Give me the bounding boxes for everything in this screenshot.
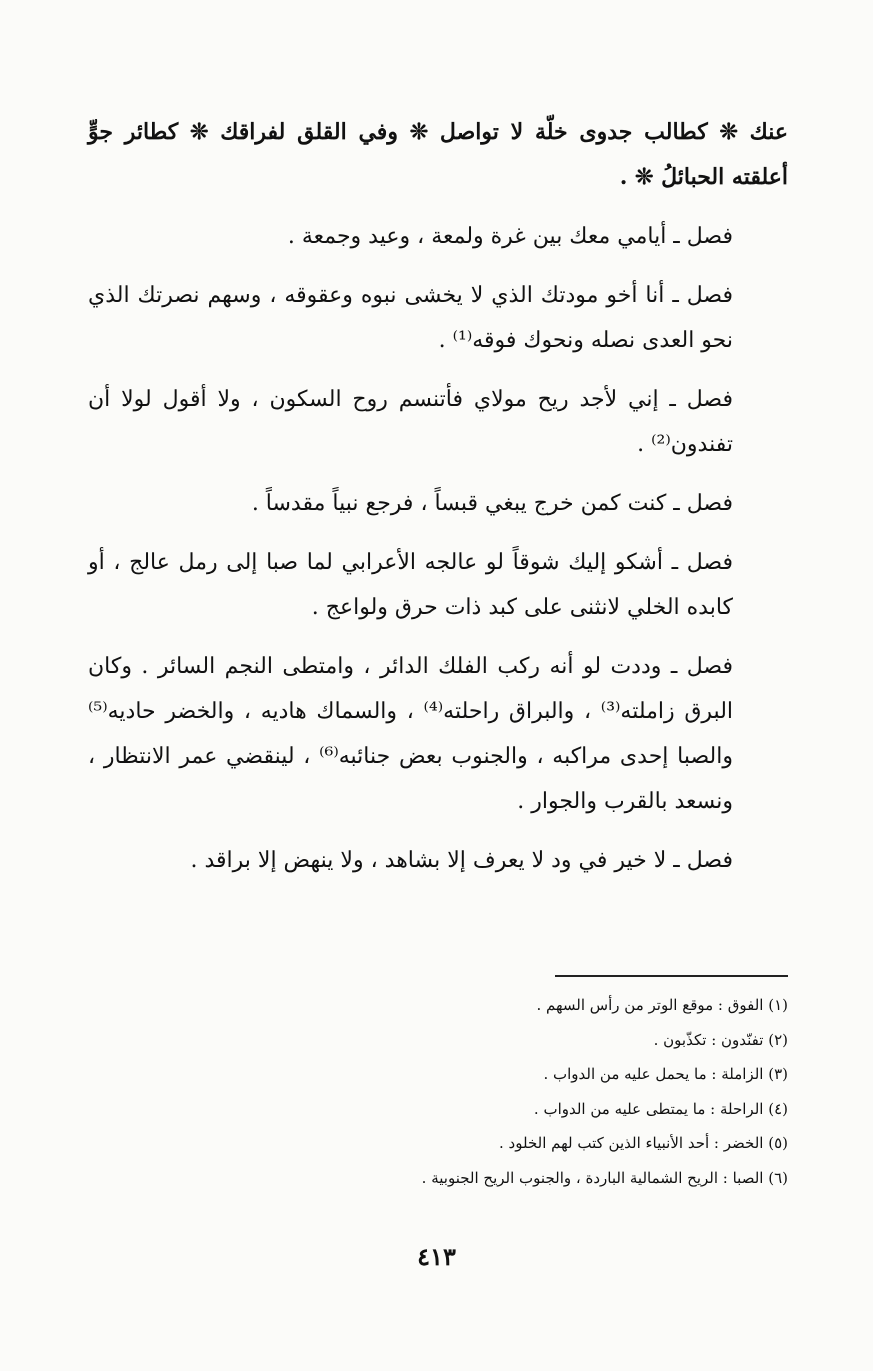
footnote-5: (٥) الخضر : أحد الأنبياء الذين كتب لهم الخلود . [499,1134,788,1152]
paragraph-fasl-6: فصل ـ وددت لو أنه ركب الفلك الدائر ، وامتطى النجم السائر . وكان البرق زاملته⁽³⁾ ، والبراق راحلته⁽⁴⁾ ، والسماك هاديه ، والخضر حاديه⁽⁵⁾ والصبا إحدى مراكبه ، والجنوب بعض جنائبه⁽⁶⁾ ، لينقضي عمر الانتظار ، ونسعد بالقرب والجوار . [88,654,734,814]
paragraph-fasl-2: فصل ـ أنا أخو مودتك الذي لا يخشى نبوه وعقوقه ، وسهم نصرتك الذي نحو العدى نصله ونحوك فوقه⁽¹⁾ . [88,283,733,353]
footnote-2: (٢) تفنّدون : تكذّبون . [653,1030,788,1049]
paragraph-verse: عنك ❊ كطالب جدوى خلّة لا تواصل ❊ وفي القلق لفراقك ❊ كطائر جوٍّ أعلقته الحبائلُ ❊ . [88,119,788,190]
footnote-4: (٤) الراحلة : ما يمتطى عليه من الدواب . [533,1099,788,1118]
page-number: ٤١٣ [417,1242,456,1271]
footnote-6: (٦) الصبا : الريح الشمالية الباردة ، والجنوب الريح الجنوبية . [421,1168,788,1187]
paragraph-fasl-3: فصل ـ إني لأجد ريح مولاي فأتنسم روح السكون ، ولا أقول لولا أن تفندون⁽²⁾ . [88,387,733,457]
paragraph-fasl-7: فصل ـ لا خير في ود لا يعرف إلا بشاهد ، ولا ينهض إلا براقد . [190,848,733,873]
footnote-divider [555,975,788,977]
footnote-3: (٣) الزاملة : ما يحمل عليه من الدواب . [543,1065,788,1083]
paragraph-fasl-1: فصل ـ أيامي معك بين غرة ولمعة ، وعيد وجمعة . [287,224,733,249]
paragraph-fasl-4: فصل ـ كنت كمن خرج يبغي قبساً ، فرجع نبياً مقدساً . [251,491,733,516]
page-body [88,110,788,897]
paragraph-fasl-5: فصل ـ أشكو إليك شوقاً لو عالجه الأعرابي لما صبا إلى رمل عالج ، أو كابده الخلي لانثنى على كبد ذات حرق ولواعج . [88,550,733,620]
footnote-1: (١) الفوق : موقع الوتر من رأس السهم . [536,996,788,1014]
footnotes [300,988,788,1195]
